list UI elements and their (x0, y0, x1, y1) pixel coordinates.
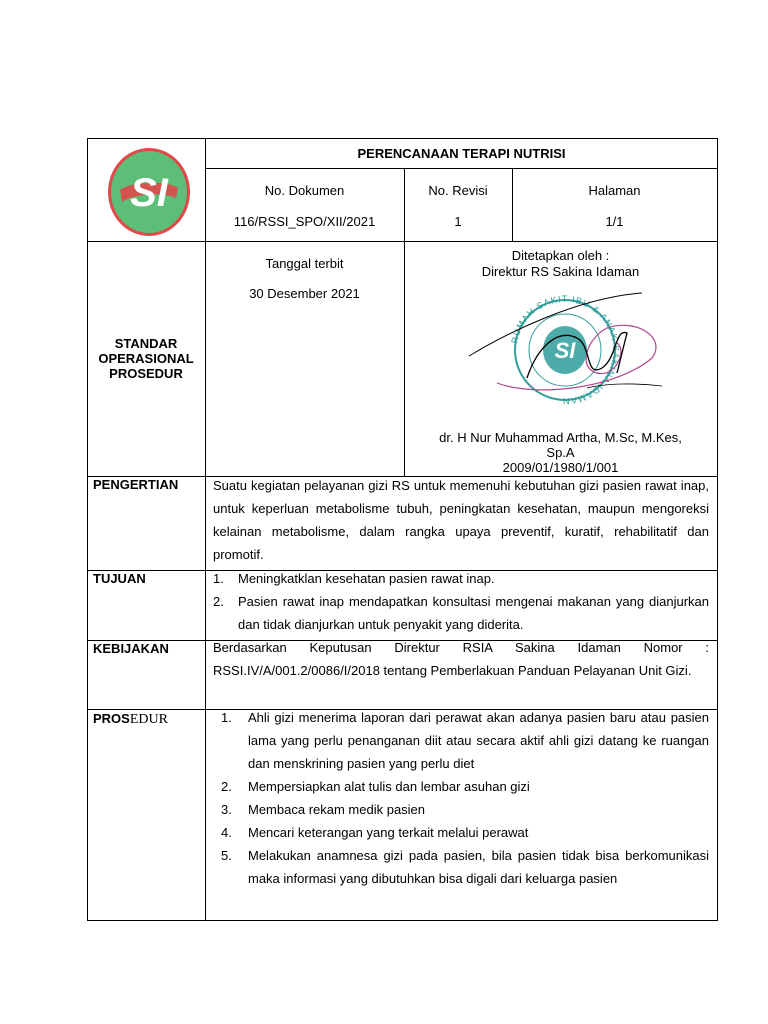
list-item-text: Pasien rawat inap mendapatkan konsultasi mengenai makanan yang dianjurkan dan tidak dianjurkan untuk penyakit yang diderita. (238, 594, 709, 632)
list-item-number: 4. (221, 825, 232, 840)
kebijakan-text: Berdasarkan Keputusan Direktur RSIA Sakina Idaman Nomor : RSSI.IV/A/001.2/0086/I/2018 tentang Pemberlakuan Panduan Pelayanan Unit Gizi. (213, 640, 709, 678)
list-item (221, 821, 709, 844)
list-item-number: 5. (221, 848, 232, 863)
logo-text: SI (130, 171, 168, 215)
list-item (213, 590, 709, 636)
list-item-number: 1. (213, 571, 224, 586)
list-item-text: Mempersiapkan alat tulis dan lembar asuhan gizi (248, 779, 530, 794)
sop-title-line3: PROSEDUR (109, 366, 183, 381)
revision-value: 1 (454, 214, 462, 229)
list-item-text: Melakukan anamnesa gizi pada pasien, bila pasien tidak bisa berkomunikasi maka informasi yang dibutuhkan bisa digali dari keluarga pasien (248, 848, 709, 886)
list-item-text: Meningkatklan kesehatan pasien rawat inap. (238, 571, 495, 586)
doc-number-label: No. Dokumen (264, 183, 345, 198)
list-item-number: 3. (221, 802, 232, 817)
list-item (221, 798, 709, 821)
sop-title-line1: STANDAR (114, 336, 178, 351)
prosedur-label-b: EDUR (129, 712, 168, 727)
set-by-title: Direktur RS Sakina Idaman (481, 264, 640, 279)
list-item (221, 775, 709, 798)
document-title: PERENCANAAN TERAPI NUTRISI (357, 146, 566, 161)
issued-date: 30 Desember 2021 (249, 286, 360, 301)
list-item-number: 2. (213, 594, 224, 609)
list-item-text: Ahli gizi menerima laporan dari perawat akan adanya pasien baru atau pasien lama yang perlu penanganan diit atau secara aktif ahli gizi datang ke ruangan dan menskrining pasien yang perlu diet (248, 710, 709, 771)
official-stamp-signature (467, 288, 667, 413)
header-row-divider (87, 241, 718, 242)
list-item-text: Membaca rekam medik pasien (248, 802, 426, 817)
signer-name (404, 430, 717, 475)
prosedur-list (221, 706, 709, 890)
list-item-number: 2. (221, 779, 232, 794)
signer-name-line1: dr. H Nur Muhammad Artha, M.Sc, M.Kes, (439, 430, 682, 445)
border-top (87, 138, 718, 139)
title-underline (205, 168, 718, 169)
list-item (221, 706, 709, 775)
pengertian-text: Suatu kegiatan pelayanan gizi RS untuk memenuhi kebutuhan gizi pasien rawat inap, untuk keperluan metabolisme tubuh, peningkatan kesehatan, maupun mengoreksi kelainan metabolisme, dalam rangka upaya preventif, kuratif, rehabilitatif dan promotif. (213, 478, 709, 562)
stamp-text: RUMAH SAKIT IBU & ANAK SAKINA IDAMAN (509, 293, 622, 407)
set-by-label: Ditetapkan oleh : (511, 248, 610, 263)
signer-nip: 2009/01/1980/1/001 (502, 460, 619, 475)
list-item (213, 567, 709, 590)
page-label: Halaman (588, 183, 641, 198)
kebijakan-label: KEBIJAKAN (93, 641, 169, 656)
hospital-logo (106, 146, 192, 238)
sop-title (87, 336, 205, 381)
page-value: 1/1 (605, 214, 624, 229)
sop-title-line2: OPERASIONAL (98, 351, 194, 366)
signer-name-line2: Sp.A (546, 445, 575, 460)
tujuan-label: TUJUAN (93, 571, 146, 586)
prosedur-label-a: PROS (93, 711, 130, 726)
sop-document (87, 138, 718, 921)
list-item-number: 1. (221, 710, 232, 725)
tujuan-list (213, 567, 709, 636)
stamp-logo-text: SI (554, 338, 576, 363)
prosedur-label (93, 711, 168, 729)
pengertian-label: PENGERTIAN (93, 477, 179, 492)
doc-number-value: 116/RSSI_SPO/XII/2021 (233, 214, 376, 229)
list-item (221, 844, 709, 890)
border-left (87, 138, 88, 921)
list-item-text: Mencari keterangan yang terkait melalui perawat (248, 825, 529, 840)
border-bottom (87, 920, 718, 921)
border-right (717, 138, 718, 921)
revision-label: No. Revisi (428, 183, 488, 198)
issued-label: Tanggal terbit (265, 256, 344, 271)
